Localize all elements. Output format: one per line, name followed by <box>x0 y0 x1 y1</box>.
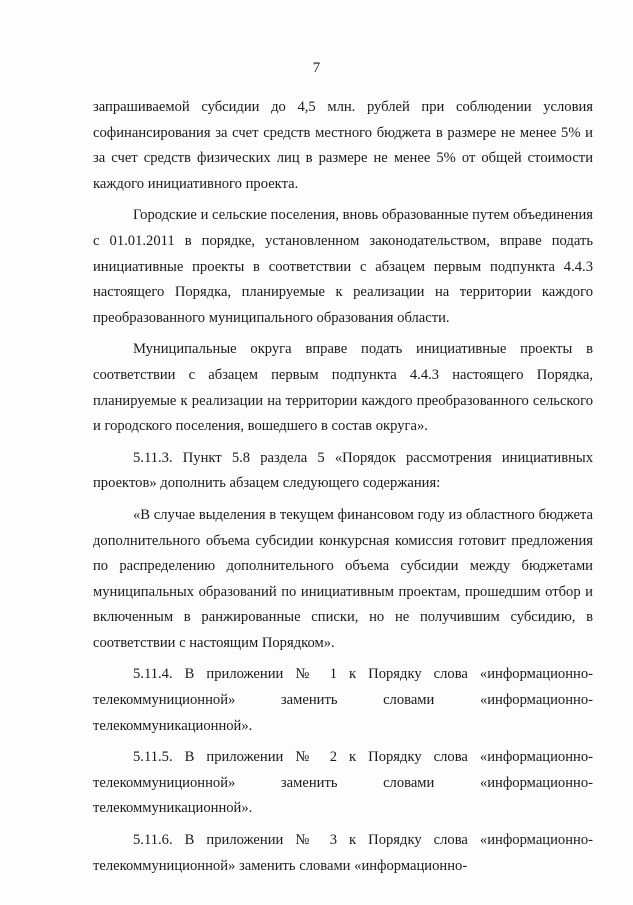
paragraph-5-11-3: 5.11.3. Пункт 5.8 раздела 5 «Порядок рассмотрения инициативных проектов» дополнить абзацем следующего содержания: <box>93 449 593 492</box>
paragraph-5-11-5: 5.11.5. В приложении № 2 к Порядку слова «информационно-телекоммуниционной» заменить словами «информационно-телекоммуникационной». <box>93 749 593 817</box>
document-body <box>93 95 593 885</box>
paragraph-5-11-4: 5.11.4. В приложении № 1 к Порядку слова «информационно-телекоммуниционной» заменить словами «информационно-телекоммуникационной». <box>93 666 593 734</box>
paragraph-5-11-6: 5.11.6. В приложении № 3 к Порядку слова «информационно-телекоммуниционной» заменить словами «информационно- <box>93 832 593 874</box>
page-number: 7 <box>312 60 321 76</box>
paragraph-additional-subsidy: «В случае выделения в текущем финансовом году из областного бюджета дополнительного объема субсидии конкурсная комиссия готовит предложения по распределению дополнительного объема субсидии между бюджетами муниципальных образований по инициативным проектам, прошедшим отбор и включенным в ранжированные списки, но не получившим субсидию, в соответствии с настоящим Порядком». <box>93 506 593 651</box>
paragraph-municipal-districts: Муниципальные округа вправе подать инициативные проекты в соответствии с абзацем первым подпункта 4.4.3 настоящего Порядка, планируемые к реализации на территории каждого преобразованного сельского и городского поселения, вошедшего в состав округа». <box>93 341 593 435</box>
paragraph-settlements: Городские и сельские поселения, вновь образованные путем объединения с 01.01.2011 в порядке, установленном законодательством, вправе подать инициативные проекты в соответствии с абзацем первым подпункта 4.4.3 настоящего Порядка, планируемые к реализации на территории каждого преобразованного муниципального образования области. <box>93 207 593 326</box>
paragraph-subsidy-continuation: запрашиваемой субсидии до 4,5 млн. рублей при соблюдении условия софинансирования за счет средств местного бюджета в размере не менее 5% и за счет средств физических лиц в размере не менее 5% от общей стоимости каждого инициативного проекта. <box>93 99 593 192</box>
